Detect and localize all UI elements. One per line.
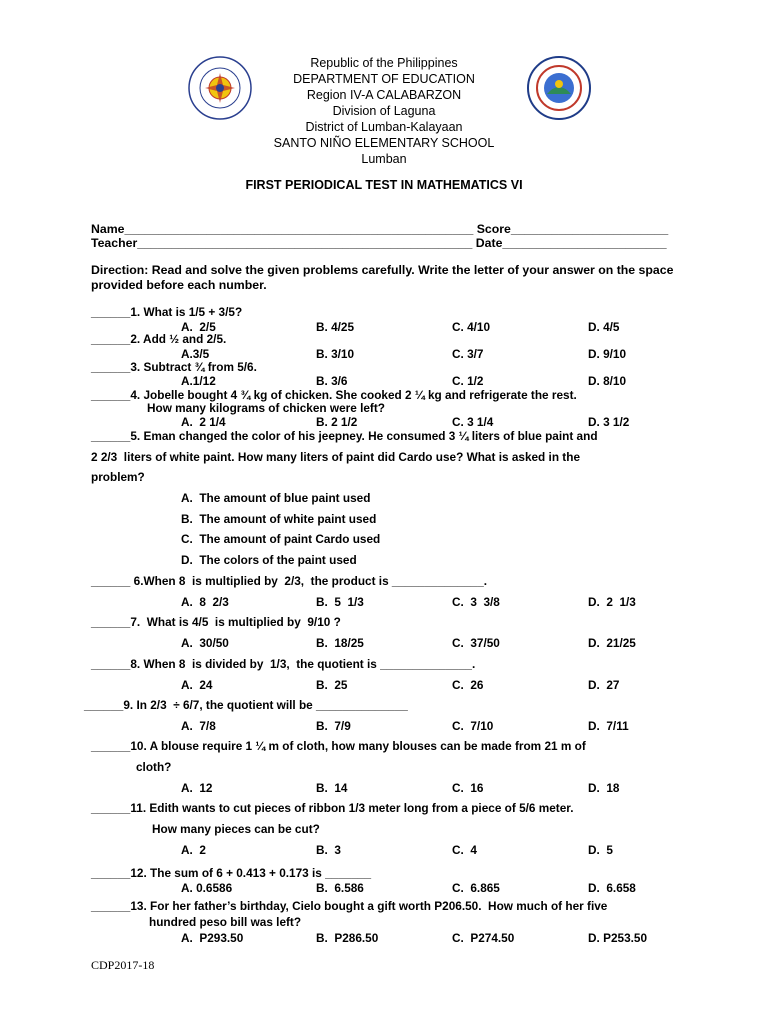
header-school: SANTO NIÑO ELEMENTARY SCHOOL (273, 136, 495, 150)
q7-option-c: C. 37/50 (452, 636, 500, 650)
q2-option-d: D. 9/10 (588, 347, 627, 361)
header-division: Division of Laguna (332, 104, 436, 118)
q13-option-d: D. P253.50 (588, 931, 648, 945)
q3-option-d: D. 8/10 (588, 374, 627, 388)
question-4-line-2: How many kilograms of chicken were left? (147, 401, 385, 415)
question-5-line-2: 2 2/3 liters of white paint. How many liters of paint did Cardo use? What is asked in the (91, 450, 581, 464)
question-5: ______5. Eman changed the color of his jeepney. He consumed 3 ¼ liters of blue paint and (91, 429, 598, 443)
q4-option-d: D. 3 1/2 (588, 415, 630, 429)
q1-option-c: C. 4/10 (452, 320, 491, 334)
q6-option-c: C. 3 3/8 (452, 595, 500, 609)
q10-option-d: D. 18 (588, 781, 620, 795)
q5-option-a: A. The amount of blue paint used (181, 491, 371, 505)
q5-option-b: B. The amount of white paint used (181, 512, 377, 526)
header-district: District of Lumban-Kalayaan (305, 120, 463, 134)
q3-option-b: B. 3/6 (316, 374, 348, 388)
q6-option-a: A. 8 2/3 (181, 595, 229, 609)
q4-option-b: B. 2 1/2 (316, 415, 358, 429)
q7-option-d: D. 21/25 (588, 636, 636, 650)
q10-option-b: B. 14 (316, 781, 348, 795)
teacher-date-line: Teacher_________________________________________________ Date________________________ (91, 236, 667, 250)
q1-option-b: B. 4/25 (316, 320, 355, 334)
q4-option-c: C. 3 1/4 (452, 415, 494, 429)
q8-option-c: C. 26 (452, 678, 484, 692)
q5-option-d: D. The colors of the paint used (181, 553, 357, 567)
test-title: FIRST PERIODICAL TEST IN MATHEMATICS VI (245, 178, 523, 192)
q4-option-a: A. 2 1/4 (181, 415, 226, 429)
q9-option-b: B. 7/9 (316, 719, 351, 733)
header-republic: Republic of the Philippines (310, 56, 458, 70)
q2-option-a: A.3/5 (181, 347, 210, 361)
q10-option-a: A. 12 (181, 781, 213, 795)
header-town: Lumban (361, 152, 407, 166)
q7-option-a: A. 30/50 (181, 636, 229, 650)
q11-option-a: A. 2 (181, 843, 206, 857)
question-2: ______2. Add ½ and 2/5. (91, 332, 227, 346)
q8-option-a: A. 24 (181, 678, 213, 692)
q5-option-c: C. The amount of paint Cardo used (181, 532, 381, 546)
question-11-line-2: How many pieces can be cut? (152, 822, 320, 836)
q2-option-b: B. 3/10 (316, 347, 355, 361)
q10-option-c: C. 16 (452, 781, 484, 795)
q13-option-b: B. P286.50 (316, 931, 379, 945)
question-11: ______11. Edith wants to cut pieces of ribbon 1/3 meter long from a piece of 5/6 meter. (91, 801, 574, 815)
q11-option-c: C. 4 (452, 843, 477, 857)
question-13: ______13. For her father’s birthday, Cielo bought a gift worth P206.50. How much of her five (91, 899, 608, 913)
q3-option-c: C. 1/2 (452, 374, 484, 388)
question-1: ______1. What is 1/5 + 3/5? (91, 305, 243, 319)
question-10-line-2: cloth? (136, 760, 172, 774)
q7-option-b: B. 18/25 (316, 636, 364, 650)
q13-option-c: C. P274.50 (452, 931, 515, 945)
name-score-line: Name___________________________________________________ Score_______________________ (91, 222, 669, 236)
question-6: ______ 6.When 8 is multiplied by 2/3, the product is ______________. (91, 574, 488, 588)
question-5-line-3: problem? (91, 470, 145, 484)
q9-option-a: A. 7/8 (181, 719, 216, 733)
header-region: Region IV-A CALABARZON (306, 88, 462, 102)
q9-option-c: C. 7/10 (452, 719, 494, 733)
q12-option-a: A. 0.6586 (181, 881, 233, 895)
q11-option-b: B. 3 (316, 843, 341, 857)
q2-option-c: C. 3/7 (452, 347, 484, 361)
question-7: ______7. What is 4/5 is multiplied by 9/10 ? (91, 615, 341, 629)
q12-option-c: C. 6.865 (452, 881, 500, 895)
q6-option-b: B. 5 1/3 (316, 595, 364, 609)
q11-option-d: D. 5 (588, 843, 613, 857)
question-3: ______3. Subtract ¾ from 5/6. (91, 360, 257, 374)
question-12: ______12. The sum of 6 + 0.413 + 0.173 is _______ (91, 866, 372, 880)
q12-option-b: B. 6.586 (316, 881, 364, 895)
question-13-line-2: hundred peso bill was left? (149, 915, 302, 929)
q13-option-a: A. P293.50 (181, 931, 244, 945)
question-4: ______4. Jobelle bought 4 ¾ kg of chicken. She cooked 2 ¼ kg and refrigerate the rest. (91, 388, 577, 402)
question-9: ______9. In 2/3 ÷ 6/7, the quotient will be ______________ (84, 698, 408, 712)
q1-option-d: D. 4/5 (588, 320, 620, 334)
q8-option-b: B. 25 (316, 678, 348, 692)
q12-option-d: D. 6.658 (588, 881, 636, 895)
header-department: DEPARTMENT OF EDUCATION (293, 72, 475, 86)
q6-option-d: D. 2 1/3 (588, 595, 636, 609)
directions: Direction: Read and solve the given problems carefully. Write the letter of your answer on the space provided before each number. (91, 263, 674, 292)
question-10: ______10. A blouse require 1 ¼ m of cloth, how many blouses can be made from 21 m of (91, 739, 586, 753)
q3-option-a: A.1/12 (181, 374, 216, 388)
q8-option-d: D. 27 (588, 678, 620, 692)
q1-option-a: A. 2/5 (181, 320, 216, 334)
q9-option-d: D. 7/11 (588, 719, 629, 733)
footer-code: CDP2017-18 (91, 958, 155, 972)
question-8: ______8. When 8 is divided by 1/3, the quotient is ______________. (91, 657, 476, 671)
